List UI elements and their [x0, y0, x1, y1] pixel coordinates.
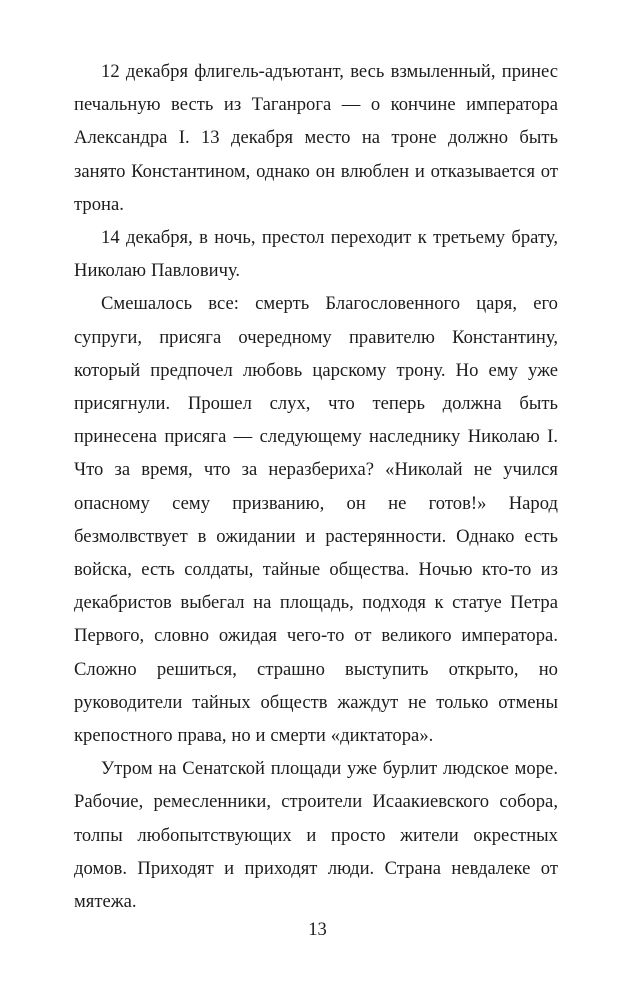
paragraph-2: 14 декабря, в ночь, престол переходит к третьему брату, Николаю Павловичу.	[74, 227, 558, 282]
paragraph-1: 12 декабря флигель-адъютант, весь взмыленный, принес печальную весть из Таганрога — о кончине императора Александра I. 13 декабря место на троне должно быть занято Константином, однако он влюблен и отказывается от трона.	[74, 61, 558, 215]
page-text-block	[74, 55, 558, 918]
paragraph-3: Смешалось все: смерть Благословенного царя, его супруги, присяга очередному правителю Константину, который предпочел любовь царскому трону. Но ему уже присягнули. Прошел слух, что теперь должна быть принесена присяга — следующему наследнику Николаю I. Что за время, что за неразбериха? «Николай не учился опасному сему призванию, он не готов!» Народ безмолвствует в ожидании и растерянности. Однако есть войска, есть солдаты, тайные общества. Ночью кто-то из декабристов выбегал на площадь, подходя к статуе Петра Первого, словно ожидая чего-то от великого императора. Сложно решиться, страшно выступить открыто, но руководители тайных обществ жаждут не только отмены крепостного права, но и смерти «диктатора».	[74, 293, 558, 747]
paragraph-4: Утром на Сенатской площади уже бурлит людское море. Рабочие, ремесленники, строители Исаакиевского собора, толпы любопытствующих и просто жители окрестных домов. Приходят и приходят люди. Страна невдалеке от мятежа.	[74, 758, 558, 913]
page-number: 13	[308, 919, 327, 940]
